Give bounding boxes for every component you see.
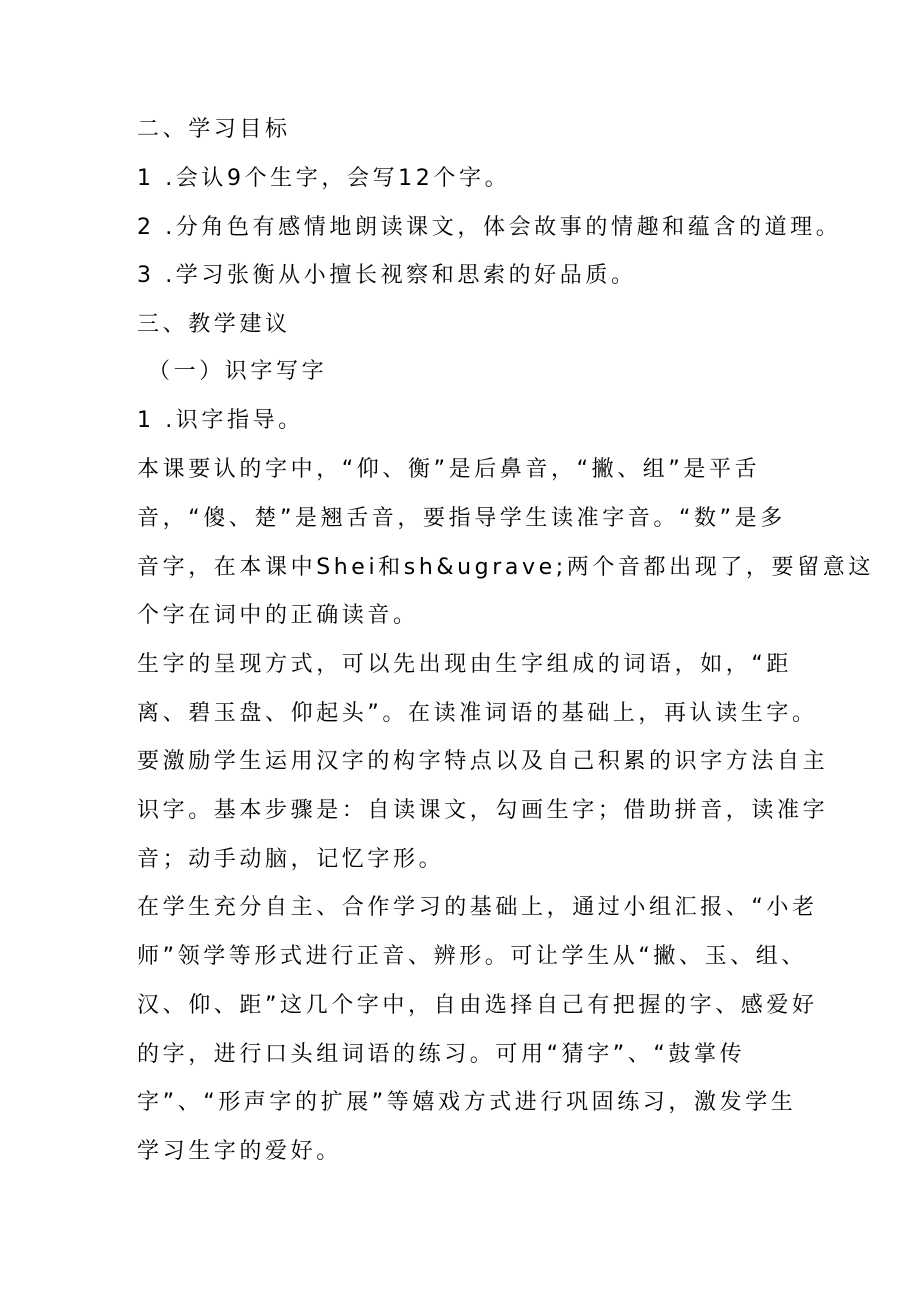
paragraph-line: 个字在词中的正确读音。 xyxy=(137,603,419,628)
paragraph-line: 本课要认的字中，“仰、衡”是后鼻音，“撇、组”是平舌 xyxy=(137,457,761,482)
paragraph-line: 字”、“形声字的扩展”等嬉戏方式进行巩固练习，激发学生 xyxy=(137,1090,797,1115)
paragraph-line: 要激励学生运用汉字的构字特点以及自己积累的识字方法自主 xyxy=(137,749,829,774)
subsection-heading-literacy: （一）识字写字 xyxy=(148,359,328,384)
goal-item-1: 1 .会认9个生字，会写12个字。 xyxy=(137,166,511,191)
point-literacy-guidance: 1 .识字指导。 xyxy=(137,408,304,433)
paragraph-line: 音字，在本课中Shei和sh&ugrave;两个音都出现了，要留意这 xyxy=(137,555,874,580)
paragraph-line: 生字的呈现方式，可以先出现由生字组成的词语，如，“距 xyxy=(137,652,792,677)
section-heading-learning-goals: 二、学习目标 xyxy=(137,117,291,142)
paragraph-line: 离、碧玉盘、仰起头”。在读准词语的基础上，再认读生字。 xyxy=(137,701,818,726)
paragraph-line: 学习生字的爱好。 xyxy=(137,1139,342,1164)
goal-item-3: 3 .学习张衡从小擅长视察和思索的好品质。 xyxy=(137,263,637,288)
paragraph-line: 在学生充分自主、合作学习的基础上，通过小组汇报、“小老 xyxy=(137,895,818,920)
goal-item-2: 2 .分角色有感情地朗读课文，体会故事的情趣和蕴含的道理。 xyxy=(137,215,842,240)
paragraph-line: 的字，进行口头组词语的练习。可用“猜字”、“鼓掌传 xyxy=(137,1042,746,1067)
paragraph-line: 师”领学等形式进行正音、辨形。可让学生从“撇、玉、组、 xyxy=(137,944,807,969)
section-heading-teaching-suggestions: 三、教学建议 xyxy=(137,312,291,337)
paragraph-line: 汉、仰、距”这几个字中，自由选择自己有把握的字、感爱好 xyxy=(137,993,818,1018)
paragraph-line: 音；动手动脑，记忆字形。 xyxy=(137,847,445,872)
paragraph-line: 识字。基本步骤是：自读课文，勾画生字；借助拼音，读准字 xyxy=(137,798,829,823)
paragraph-line: 音，“傻、楚”是翘舌音，要指导学生读准字音。“数”是多 xyxy=(137,506,786,531)
